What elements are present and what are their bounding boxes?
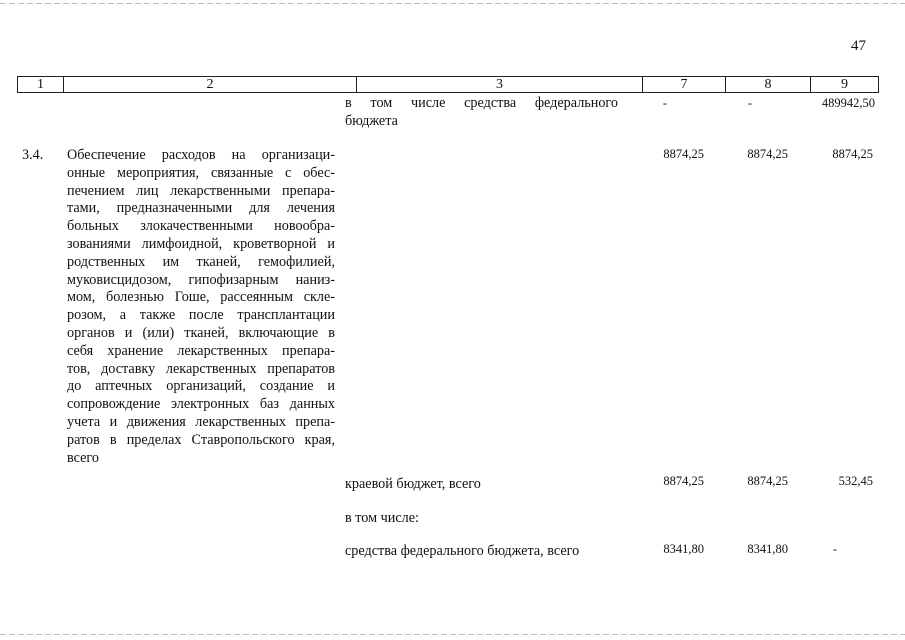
- header-col-2: 2: [64, 77, 357, 92]
- description-line: мом, болезнью Гоше, рассеянным скле-: [67, 289, 335, 306]
- description-line: муковисцидозом, гипофизарным наниз-: [67, 271, 335, 288]
- description-line: зованиями лимфоидной, кроветворной и: [67, 235, 335, 252]
- regional-budget-label: краевой бюджет, всего: [345, 476, 481, 492]
- header-col-9: 9: [841, 77, 848, 92]
- header-col-8: 8: [726, 77, 811, 92]
- federal-budget-col9: 489942,50: [821, 96, 875, 110]
- description-line: себя хранение лекарственных препара-: [67, 342, 335, 359]
- table-header-row: [17, 76, 879, 93]
- description-line: органов и (или) тканей, включающие в: [67, 324, 335, 341]
- description-line: учета и движения лекарственных препа-: [67, 413, 335, 430]
- regional-budget-col9: 532,45: [838, 474, 873, 488]
- description-line: тов, доставку лекарственных препаратов: [67, 360, 335, 377]
- federal-funds-label: средства федерального бюджета, всего: [345, 543, 580, 559]
- description-line: до аптечных организаций, создание и: [67, 378, 335, 395]
- regional-budget-col7: 8874,25: [663, 474, 704, 488]
- description-line: сопровождение электронных баз данных: [67, 396, 335, 413]
- header-col-3: 3: [357, 77, 643, 92]
- description-line: онные мероприятия, связанные с обес-: [67, 164, 335, 181]
- item-description: [67, 147, 335, 467]
- federal-funds-col7: 8341,80: [663, 542, 704, 556]
- item-col7: 8874,25: [663, 147, 704, 161]
- description-line: розом, а также после трансплантации: [67, 307, 335, 324]
- scan-edge-bottom: [0, 634, 905, 635]
- federal-budget-label-line2: бюджета: [345, 113, 398, 129]
- description-line: всего: [67, 449, 99, 466]
- item-col8: 8874,25: [747, 147, 788, 161]
- description-line: тами, предназначенными для лечения: [67, 200, 335, 217]
- including-label: в том числе:: [345, 510, 419, 526]
- header-col-1: 1: [18, 77, 64, 92]
- header-col-7: 7: [643, 77, 726, 92]
- federal-funds-col8: 8341,80: [747, 542, 788, 556]
- description-line: Обеспечение расходов на организаци-: [67, 147, 335, 163]
- item-col9: 8874,25: [832, 147, 873, 161]
- item-number: 3.4.: [22, 147, 44, 163]
- page-number: 47: [851, 38, 866, 54]
- federal-budget-label-line1: в том числе средства федерального: [345, 95, 618, 111]
- regional-budget-col8: 8874,25: [747, 474, 788, 488]
- federal-budget-col8: -: [747, 96, 753, 110]
- description-line: ратов в пределах Ставропольского края,: [67, 431, 335, 448]
- federal-budget-col7: -: [662, 96, 668, 110]
- description-line: больных злокачественными новообра-: [67, 218, 335, 235]
- scan-edge-top: [0, 3, 905, 4]
- federal-funds-col9: -: [832, 542, 838, 556]
- description-line: печением лиц лекарственными препара-: [67, 182, 335, 199]
- description-line: родственных им тканей, гемофилией,: [67, 253, 335, 270]
